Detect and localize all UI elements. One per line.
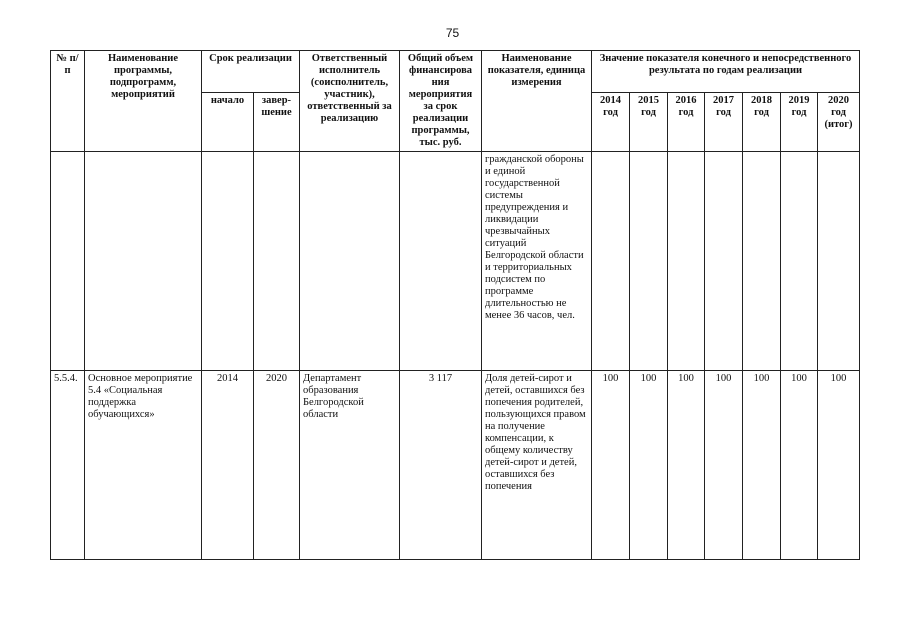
cell-responsible (300, 152, 400, 371)
table-row (51, 371, 860, 560)
cell-value: 100 (818, 371, 860, 560)
header-responsible: Ответственный исполнитель (соисполнитель, участник), ответственный за реализацию (300, 51, 400, 152)
cell-value (668, 152, 705, 371)
cell-end (254, 152, 300, 371)
cell-name (85, 152, 202, 371)
cell-volume: 3 117 (400, 371, 482, 560)
header-indicator: Наименование показателя, единица измерения (482, 51, 592, 152)
cell-no: 5.5.4. (51, 371, 85, 560)
cell-value: 100 (668, 371, 705, 560)
cell-indicator: Доля детей-сирот и детей, оставшихся без попечения родителей, пользующихся правом на получение компенсации, к общему количеству детей-сирот и детей, оставшихся без попечения (482, 371, 592, 560)
header-name: Наименование программы, подпрограмм, мероприятий (85, 51, 202, 152)
cell-responsible: Департамент образования Белгородской области (300, 371, 400, 560)
cell-value (743, 152, 781, 371)
header-year: 2020 год (итог) (818, 92, 860, 151)
cell-indicator: гражданской обороны и единой государственной системы предупреждения и ликвидации чрезвычайных ситуаций Белгородской области и территориальных подсистем по программе длительностью не менее 36 часов, чел. (482, 152, 592, 371)
header-year: 2018 год (743, 92, 781, 151)
cell-value: 100 (705, 371, 743, 560)
header-start: начало (202, 92, 254, 151)
header-year: 2019 год (781, 92, 818, 151)
cell-name: Основное мероприятие 5.4 «Социальная поддержка обучающихся» (85, 371, 202, 560)
header-year: 2014 год (592, 92, 630, 151)
cell-value (705, 152, 743, 371)
program-table (50, 50, 860, 560)
table-row (51, 152, 860, 371)
cell-value: 100 (592, 371, 630, 560)
header-volume: Общий объем финансирова ния мероприятия за срок реализации программы, тыс. руб. (400, 51, 482, 152)
cell-start: 2014 (202, 371, 254, 560)
cell-value (818, 152, 860, 371)
page-number: 75 (445, 26, 460, 40)
header-year: 2016 год (668, 92, 705, 151)
header-year: 2015 год (630, 92, 668, 151)
header-values: Значение показателя конечного и непосредственного результата по годам реализации (592, 51, 860, 93)
cell-end: 2020 (254, 371, 300, 560)
cell-value (781, 152, 818, 371)
header-end: завер-шение (254, 92, 300, 151)
cell-value (630, 152, 668, 371)
cell-start (202, 152, 254, 371)
header-term: Срок реализации (202, 51, 300, 93)
cell-value: 100 (630, 371, 668, 560)
cell-volume (400, 152, 482, 371)
cell-no (51, 152, 85, 371)
cell-value: 100 (743, 371, 781, 560)
header-year: 2017 год (705, 92, 743, 151)
cell-value: 100 (781, 371, 818, 560)
cell-value (592, 152, 630, 371)
header-no: № п/п (51, 51, 85, 152)
